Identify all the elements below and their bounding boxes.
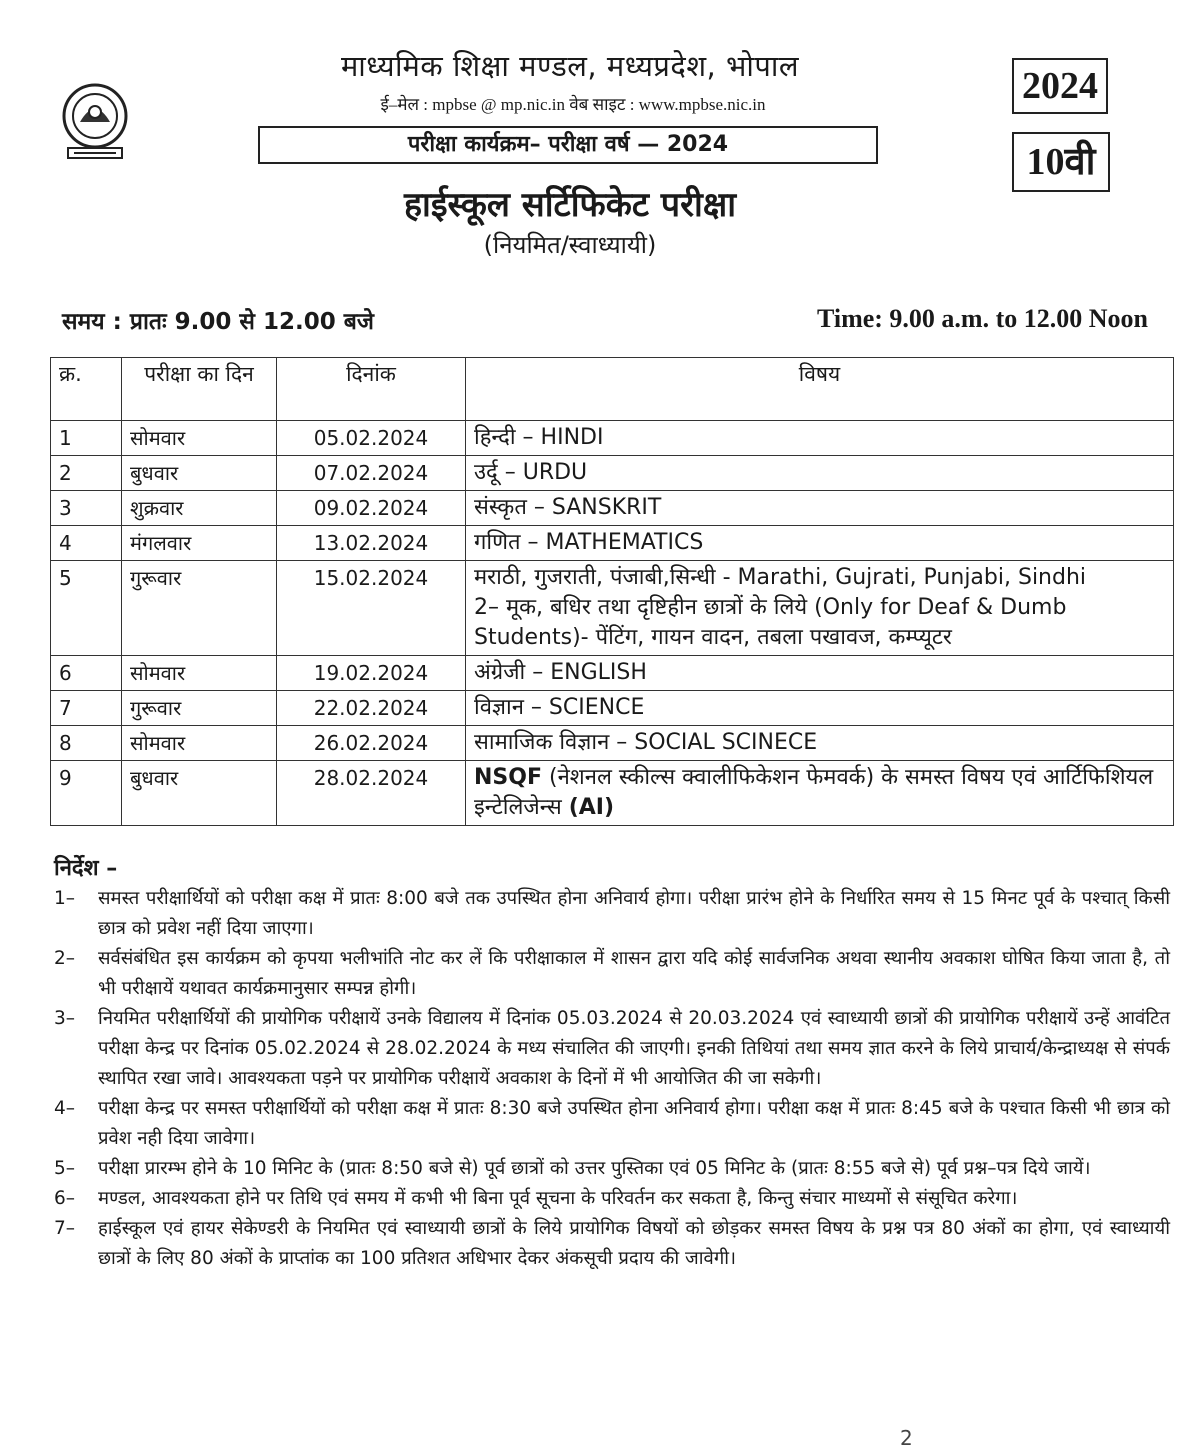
row-subject	[466, 761, 1174, 826]
exam-time-hindi: समय : प्रातः 9.00 से 12.00 बजे	[62, 309, 374, 335]
row-day: सोमवार	[122, 421, 277, 456]
row-serial: 6	[51, 656, 122, 691]
item-number: 4–	[54, 1098, 76, 1119]
item-text: परीक्षा केन्द्र पर समस्त परीक्षार्थियों को परीक्षा कक्ष में प्रातः 8:30 बजे उपस्थित होना अनिवार्य होगा। परीक्षा कक्ष में प्रातः 8:45 बजे के पश्चात किसी भी छात्र को प्रवेश नही दिया जावेगा।	[98, 1098, 1170, 1149]
item-number: 5–	[54, 1158, 76, 1179]
class-badge: 10वी	[1012, 132, 1110, 192]
instructions-heading: निर्देश –	[54, 856, 118, 881]
row-day: गुरूवार	[122, 561, 277, 656]
row-day: गुरूवार	[122, 691, 277, 726]
row-date: 05.02.2024	[277, 421, 466, 456]
item-number: 2–	[54, 948, 76, 969]
item-number: 7–	[54, 1218, 76, 1239]
row-subject: गणित – MATHEMATICS	[466, 526, 1174, 561]
board-emblem-icon	[58, 82, 132, 162]
exam-time-english: Time: 9.00 a.m. to 12.00 Noon	[816, 304, 1148, 333]
row-subject-text: (नेशनल स्कील्स क्वालीफिकेशन फेमवर्क) के समस्त विषय एवं आर्टिफिशियल इन्टेलिजेन्स	[474, 765, 1154, 820]
table-row	[51, 726, 1174, 761]
header-day: परीक्षा का दिन	[122, 358, 277, 421]
item-number: 1–	[54, 888, 76, 909]
table-row	[51, 456, 1174, 491]
row-subject	[466, 561, 1174, 656]
contact-info: ई–मेल : mpbse @ mp.nic.in वेब साइट : www.mpbse.nic.in	[380, 95, 766, 114]
table-header-row	[51, 358, 1174, 421]
item-text: समस्त परीक्षार्थियों को परीक्षा कक्ष में प्रातः 8:00 बजे तक उपस्थित होना अनिवार्य होगा। परीक्षा प्रारंभ होने के निर्धारित समय से 15 मिनट पूर्व के पश्चात् किसी छात्र को प्रवेश नहीं दिया जाएगा।	[98, 888, 1170, 939]
item-text: मण्डल, आवश्यकता होने पर तिथि एवं समय में कभी भी बिना पूर्व सूचना के परिवर्तन कर सकता है, किन्तु संचार माध्यमों से संसूचित करेगा।	[98, 1188, 1018, 1209]
row-day: सोमवार	[122, 656, 277, 691]
row-date: 28.02.2024	[277, 761, 466, 826]
row-serial: 2	[51, 456, 122, 491]
row-subject-bold: NSQF	[474, 765, 542, 790]
row-date: 26.02.2024	[277, 726, 466, 761]
table-row	[51, 691, 1174, 726]
row-subject-line1: मराठी, गुजराती, पंजाबी,सिन्धी - Marathi, Gujrati, Punjabi, Sindhi	[474, 565, 1087, 590]
row-day: बुधवार	[122, 761, 277, 826]
list-item	[54, 1184, 1170, 1214]
list-item	[54, 1094, 1170, 1154]
row-date: 07.02.2024	[277, 456, 466, 491]
row-subject-line2: 2– मूक, बधिर तथा दृष्टिहीन छात्रों के लिये (Only for Deaf & Dumb Students)- पेंटिंग, गायन वादन, तबला पखावज, कम्प्यूटर	[474, 595, 1067, 650]
table-row	[51, 491, 1174, 526]
item-text: हाईस्कूल एवं हायर सेकेण्डरी के नियमित एवं स्वाध्यायी छात्रों के लिये प्रायोगिक विषयों को छोड़कर समस्त विषय के प्रश्न पत्र 80 अंकों का होगा, एवं स्वाध्यायी छात्रों के लिए 80 अंकों के प्राप्तांक का 100 प्रतिशत अधिभार देकर अंकसूची प्रदाय की जावेगी।	[98, 1218, 1170, 1269]
item-number: 3–	[54, 1008, 76, 1029]
row-subject: हिन्दी – HINDI	[466, 421, 1174, 456]
row-date: 15.02.2024	[277, 561, 466, 656]
row-day: शुक्रवार	[122, 491, 277, 526]
year-badge: 2024	[1012, 58, 1108, 114]
list-item	[54, 1214, 1170, 1274]
row-subject: अंग्रेजी – ENGLISH	[466, 656, 1174, 691]
row-subject: सामाजिक विज्ञान – SOCIAL SCINECE	[466, 726, 1174, 761]
row-date: 13.02.2024	[277, 526, 466, 561]
item-text: परीक्षा प्रारम्भ होने के 10 मिनिट के (प्रातः 8:50 बजे से) पूर्व छात्रों को उत्तर पुस्तिका एवं 05 मिनिट के (प्रातः 8:55 बजे से) पूर्व प्रश्न–पत्र दिये जायें।	[98, 1158, 1091, 1179]
exam-schedule-table	[50, 357, 1174, 826]
row-subject: उर्दू – URDU	[466, 456, 1174, 491]
row-date: 22.02.2024	[277, 691, 466, 726]
row-serial: 3	[51, 491, 122, 526]
exam-subtitle: (नियमित/स्वाध्यायी)	[483, 231, 657, 259]
row-day: सोमवार	[122, 726, 277, 761]
row-serial: 8	[51, 726, 122, 761]
table-row	[51, 421, 1174, 456]
row-serial: 5	[51, 561, 122, 656]
row-date: 19.02.2024	[277, 656, 466, 691]
row-day: मंगलवार	[122, 526, 277, 561]
row-serial: 9	[51, 761, 122, 826]
exam-program-banner: परीक्षा कार्यक्रम– परीक्षा वर्ष — 2024	[258, 126, 878, 164]
table-row	[51, 526, 1174, 561]
list-item	[54, 944, 1170, 1004]
row-subject-tail: (AI)	[568, 795, 615, 820]
item-text: नियमित परीक्षार्थियों की प्रायोगिक परीक्षायें उनके विद्यालय में दिनांक 05.03.2024 से 20.03.2024 एवं स्वाध्यायी छात्रों की प्रायोगिक परीक्षायें उन्हें आवंटित परीक्षा केन्द्र पर दिनांक 05.02.2024 से 28.02.2024 के मध्य संचालित की जाएगी। इनकी तिथियां तथा समय ज्ञात करने के लिये प्राचार्य/केन्द्राध्यक्ष से संपर्क स्थापित रखा जावे। आवश्यकता पड़ने पर प्रायोगिक परीक्षायें अवकाश के दिनों में भी आयोजित की जा सकेगी।	[98, 1008, 1170, 1089]
list-item	[54, 1004, 1170, 1094]
row-subject: विज्ञान – SCIENCE	[466, 691, 1174, 726]
list-item	[54, 1154, 1170, 1184]
list-item	[54, 884, 1170, 944]
instructions-list	[54, 884, 1170, 1274]
row-day: बुधवार	[122, 456, 277, 491]
row-serial: 1	[51, 421, 122, 456]
exam-title: हाईस्कूल सर्टिफिकेट परीक्षा	[403, 185, 737, 225]
row-serial: 7	[51, 691, 122, 726]
item-text: सर्वसंबंधित इस कार्यक्रम को कृपया भलीभांति नोट कर लें कि परीक्षाकाल में शासन द्वारा यदि कोई सार्वजनिक अथवा स्थानीय अवकाश घोषित किया जाता है, तो भी परीक्षायें यथावत कार्यक्रमानुसार सम्पन्न होगी।	[98, 948, 1170, 999]
header-date: दिनांक	[277, 358, 466, 421]
board-name: माध्यमिक शिक्षा मण्डल, मध्यप्रदेश, भोपाल	[340, 49, 800, 83]
item-number: 6–	[54, 1188, 76, 1209]
page-number: 2	[900, 1426, 913, 1450]
row-serial: 4	[51, 526, 122, 561]
row-subject: संस्कृत – SANSKRIT	[466, 491, 1174, 526]
row-date: 09.02.2024	[277, 491, 466, 526]
table-row	[51, 561, 1174, 656]
header-subject: विषय	[466, 358, 1174, 421]
header-serial: क्र.	[51, 358, 122, 421]
table-row	[51, 761, 1174, 826]
table-row	[51, 656, 1174, 691]
